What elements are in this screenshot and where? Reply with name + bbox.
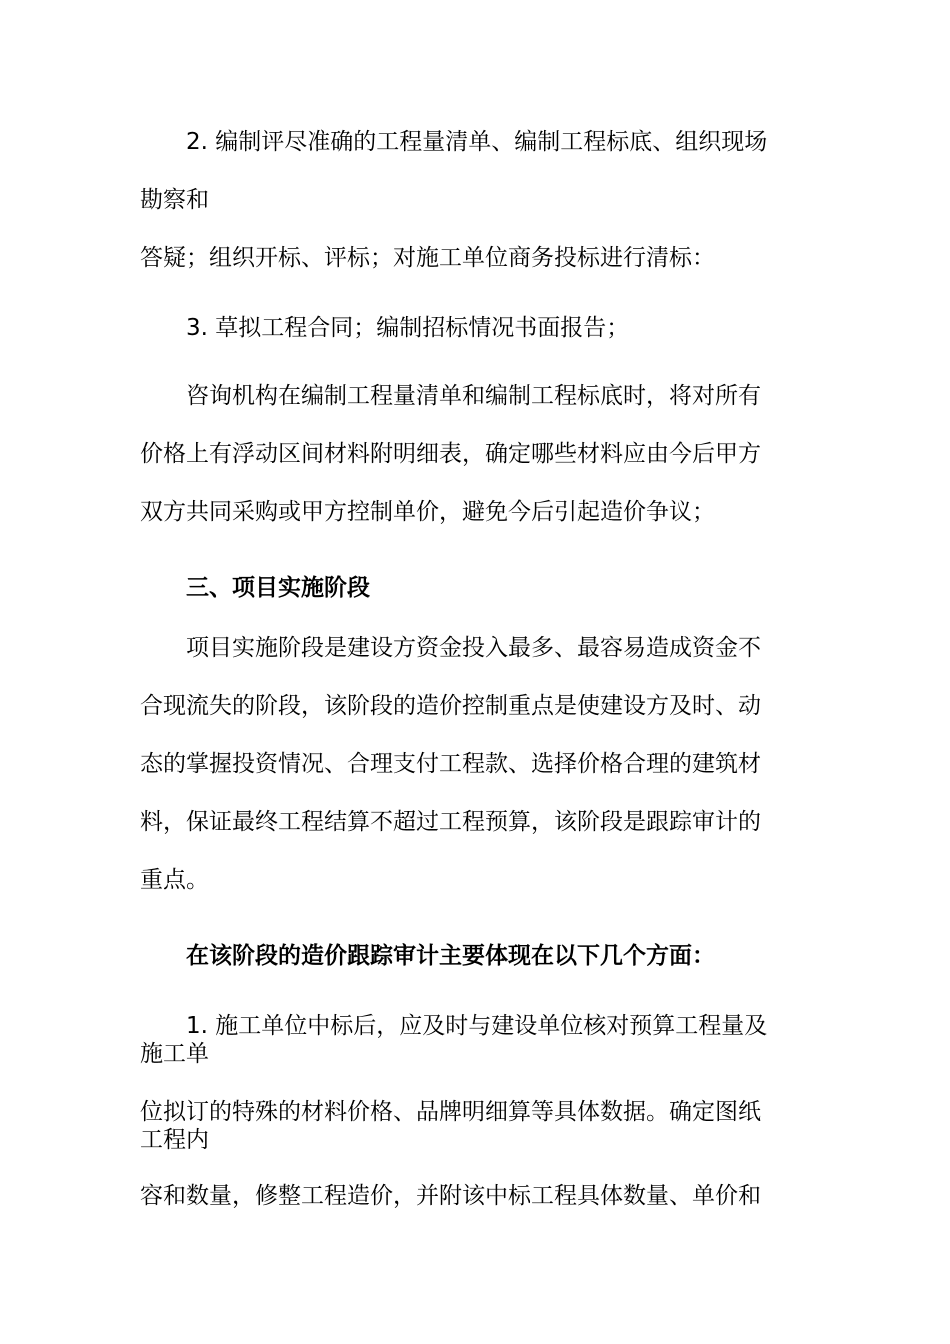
paragraph-item-1-line-4: 工程内 xyxy=(140,1127,209,1153)
paragraph-item-2-line-1: 2. 编制评尽准确的工程量清单、编制工程标底、组织现场 xyxy=(186,129,768,155)
paragraph-implementation-line-1: 项目实施阶段是建设方资金投入最多、最容易造成资金不 xyxy=(186,635,761,661)
paragraph-consulting-line-1: 咨询机构在编制工程量清单和编制工程标底时，将对所有 xyxy=(186,383,761,409)
paragraph-implementation-line-5: 重点。 xyxy=(140,867,209,893)
paragraph-implementation-line-4: 料，保证最终工程结算不超过工程预算，该阶段是跟踪审计的 xyxy=(140,809,761,835)
paragraph-consulting-line-2: 价格上有浮动区间材料附明细表，确定哪些材料应由今后甲方 xyxy=(140,441,761,467)
paragraph-clarification-line: 答疑；组织开标、评标；对施工单位商务投标进行清标： xyxy=(140,245,715,271)
paragraph-item-1-line-3: 位拟订的特殊的材料价格、品牌明细算等具体数据。确定图纸 xyxy=(140,1099,761,1125)
paragraph-implementation-line-3: 态的掌握投资情况、合理支付工程款、选择价格合理的建筑材 xyxy=(140,751,761,777)
paragraph-item-1-line-5: 容和数量，修整工程造价，并附该中标工程具体数量、单价和 xyxy=(140,1183,761,1209)
section-heading: 三、项目实施阶段 xyxy=(186,575,370,601)
paragraph-consulting-line-3: 双方共同采购或甲方控制单价，避免今后引起造价争议； xyxy=(140,499,715,525)
subheading: 在该阶段的造价跟踪审计主要体现在以下几个方面： xyxy=(186,943,715,969)
paragraph-item-3: 3. 草拟工程合同；编制招标情况书面报告； xyxy=(186,315,630,341)
paragraph-item-2-line-2: 勘察和 xyxy=(140,187,209,213)
paragraph-item-1-line-1: 1. 施工单位中标后，应及时与建设单位核对预算工程量及 xyxy=(186,1013,768,1039)
paragraph-implementation-line-2: 合现流失的阶段，该阶段的造价控制重点是使建设方及时、动 xyxy=(140,693,761,719)
paragraph-item-1-line-2: 施工单 xyxy=(140,1041,209,1067)
